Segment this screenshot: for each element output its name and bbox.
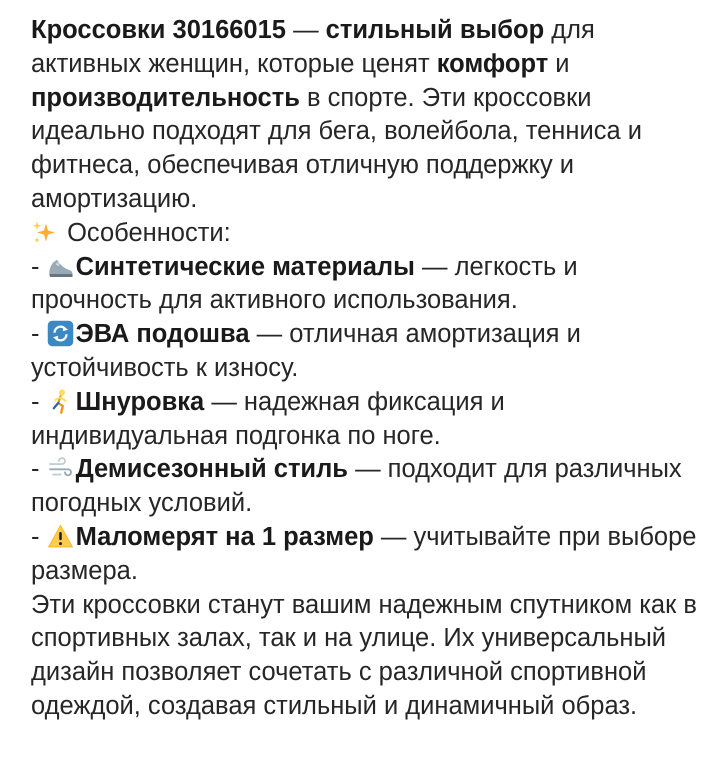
- feature-desc: — подходит для различных погодных условий.: [31, 455, 682, 518]
- feature-desc: — отличная амортизация и устойчивость к износу.: [31, 320, 581, 382]
- product-name: Кроссовки 30166015: [31, 16, 286, 44]
- feature-item-laces: - Шнуровка — надежная фиксация и индивидуальная подгонка по ноге.: [31, 387, 505, 450]
- feature-desc: — легкость и прочность для активного использования.: [31, 252, 578, 315]
- feature-desc: — надежная фиксация и индивидуальная подгонка по ноге.: [31, 387, 505, 450]
- outro-paragraph: Эти кроссовки станут вашим надежным спутником как в спортивных залах, так и на улице. Их универсальный дизайн позволяет сочетать с различной спортивной одеждой, создавая стильный и динамичный образ.: [31, 590, 697, 720]
- feature-title: ЭВА подошва: [75, 320, 250, 349]
- product-description: [31, 14, 703, 724]
- tagline: стильный выбор: [325, 16, 545, 44]
- warning-icon: [47, 523, 74, 550]
- keyword-comfort: комфорт: [436, 49, 549, 78]
- feature-item-size: - Маломерят на 1 размер — учитывайте при выборе размера.: [31, 522, 697, 585]
- feature-title: Шнуровка: [75, 387, 205, 416]
- feature-desc: — учитывайте при выборе размера.: [31, 522, 697, 585]
- arrows-cycle-icon: [47, 320, 74, 347]
- features-heading: Особенности:: [31, 217, 703, 251]
- keyword-performance: производительность: [31, 83, 300, 112]
- feature-item-sole: - ЭВА подошва — отличная амортизация и устойчивость к износу.: [31, 320, 581, 382]
- feature-title: Демисезонный стиль: [75, 455, 348, 484]
- sparkles-icon: [31, 219, 58, 246]
- feature-title: Маломерят на 1 размер: [75, 522, 374, 551]
- wind-icon: [47, 455, 74, 482]
- runner-icon: [47, 388, 74, 415]
- feature-item-season: - Демисезонный стиль — подходит для различных погодных условий.: [31, 455, 682, 518]
- feature-title: Синтетические материалы: [75, 252, 415, 281]
- feature-item-materials: - Синтетические материалы — легкость и прочность для активного использования.: [31, 252, 578, 315]
- sneaker-icon: [47, 253, 74, 280]
- intro-paragraph: Кроссовки 30166015 — стильный выбор для активных женщин, которые ценят комфорт и производительность в спорте. Эти кроссовки идеально подходят для бега, волейбола, тенниса и фитнеса, обеспечивая отличную поддержку и амортизацию.: [31, 16, 642, 213]
